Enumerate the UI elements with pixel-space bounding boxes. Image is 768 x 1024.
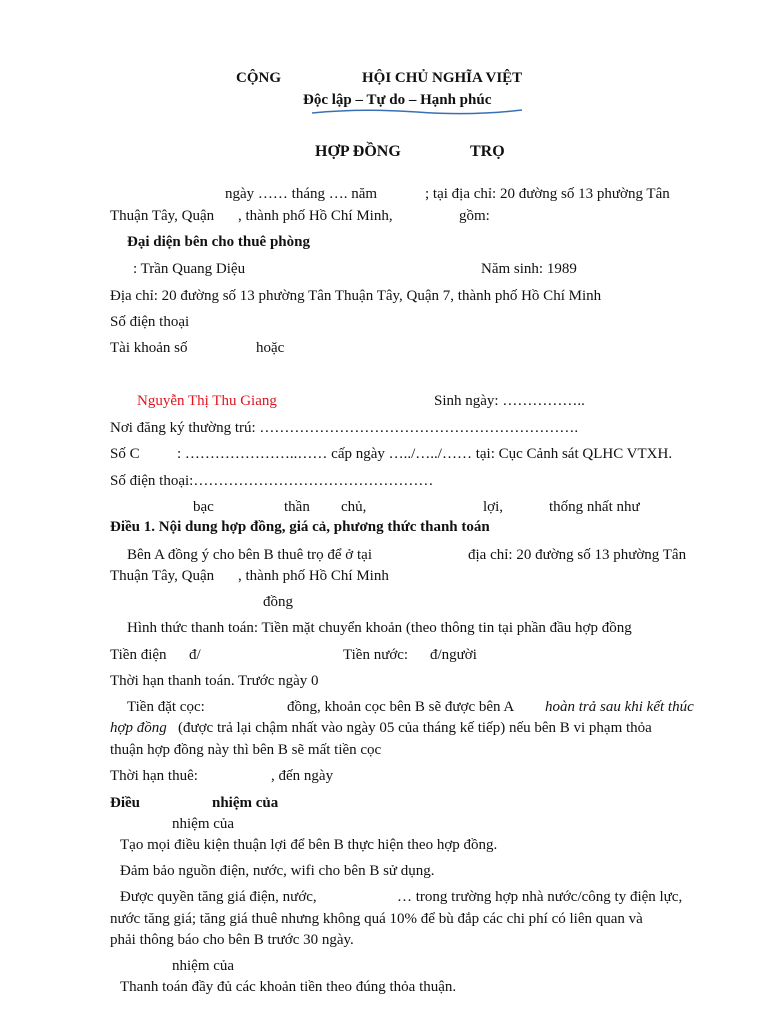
article2-sub-b: nhiệm của (172, 958, 235, 974)
title-part1: HỢP ĐỒNG (315, 143, 401, 160)
article2-a2: Đảm bảo nguồn điện, nước, wifi cho bên B sử dụng. (120, 863, 435, 879)
intro-date: ngày …… tháng …. năm (225, 186, 378, 202)
article1-deposit-a: Tiền đặt cọc: (127, 699, 205, 715)
article1-deposit-c: hoàn trả sau khi kết thúc (545, 699, 694, 715)
party-a-or: hoặc (256, 340, 285, 356)
party-a-name: : Trần Quang Diệu (133, 261, 246, 277)
article1-p1-e: đồng (263, 594, 293, 610)
intro-city: , thành phố Hồ Chí Minh, (238, 208, 393, 224)
article2-sub-a: nhiệm của (172, 816, 235, 832)
article1-term-a: Thời hạn thuê: (110, 768, 198, 784)
article2-a3-c: nước tăng giá; tăng giá thuê nhưng không quá 10% để bù đắp các chi phí có liên quan và (110, 911, 643, 927)
party-a-address: Địa chỉ: 20 đường số 13 phường Tân Thuận Tây, Quận 7, thành phố Hồ Chí Minh (110, 288, 602, 304)
intro-including: gồm: (459, 208, 490, 224)
agreement-w2: thần (284, 499, 310, 515)
article2-a3-a: Được quyền tăng giá điện, nước, (120, 889, 317, 905)
article1-deposit-f: thuận hợp đồng này thì bên B sẽ mất tiền cọc (110, 742, 382, 758)
party-b-id-label: Số C (110, 446, 140, 462)
article1-deposit-e: (được trả lại chậm nhất vào ngày 05 của tháng kế tiếp) nếu bên B vi phạm thỏa (178, 720, 652, 736)
party-b-id-details: : …………………..…… cấp ngày …../…../…… tại: Cục Cảnh sát QLHC VTXH. (177, 446, 673, 462)
party-b-name: Nguyễn Thị Thu Giang (137, 393, 277, 409)
article1-p1-a: Bên A đồng ý cho bên B thuê trọ để ở tại (127, 547, 372, 563)
title-part2: TRỌ (470, 143, 505, 160)
agreement-w5: thống nhất như (549, 499, 640, 515)
agreement-w3: chủ, (341, 499, 367, 515)
agreement-w4: lợi, (483, 499, 504, 515)
article1-deadline: Thời hạn thanh toán. Trước ngày 0 (110, 673, 319, 689)
party-a-heading: Đại diện bên cho thuê phòng (127, 234, 310, 250)
agreement-w1: bạc (193, 499, 214, 515)
article1-term-b: , đến ngày (271, 768, 334, 784)
article1-heading: Điều 1. Nội dung hợp đồng, giá cả, phương thức thanh toán (110, 519, 490, 535)
article1-deposit-d: hợp đồng (110, 720, 167, 736)
header-motto: Độc lập – Tự do – Hạnh phúc (303, 92, 492, 108)
article1-deposit-b: đồng, khoản cọc bên B sẽ được bên A (287, 699, 515, 715)
party-a-account: Tài khoản số (110, 340, 188, 356)
article2-heading-b: nhiệm của (212, 795, 279, 811)
article1-electric: Tiền điện (110, 647, 167, 663)
intro-address: ; tại địa chỉ: 20 đường số 13 phường Tân (425, 186, 670, 202)
article1-p1-d: , thành phố Hồ Chí Minh (238, 568, 389, 584)
party-b-birth: Sinh ngày: …………….. (434, 393, 585, 409)
party-b-residence: Nơi đăng ký thường trú: ………………………………………………………. (110, 420, 579, 436)
article1-p1-c: Thuận Tây, Quận (110, 568, 215, 584)
party-a-phone: Số điện thoại (110, 314, 190, 330)
intro-district: Thuận Tây, Quận (110, 208, 215, 224)
party-b-phone: Số điện thoại:………………………………………… (110, 473, 434, 489)
article1-p1-b: địa chỉ: 20 đường số 13 phường Tân (468, 547, 687, 563)
motto-underline (312, 108, 522, 116)
article2-a1: Tạo mọi điều kiện thuận lợi để bên B thực hiện theo hợp đồng. (120, 837, 498, 853)
article2-heading-a: Điều (110, 795, 140, 811)
article1-electric-unit: đ/ (189, 647, 201, 663)
article2-a3-d: phải thông báo cho bên B trước 30 ngày. (110, 932, 354, 948)
article2-b1: Thanh toán đầy đủ các khoản tiền theo đúng thỏa thuận. (120, 979, 457, 995)
article1-water: Tiền nước: (343, 647, 409, 663)
party-a-birth: Năm sinh: 1989 (481, 261, 577, 277)
article1-payment: Hình thức thanh toán: Tiền mặt chuyển khoản (theo thông tin tại phần đầu hợp đồng (127, 620, 632, 636)
header-cong: CỘNG (236, 70, 281, 86)
article2-a3-b: … trong trường hợp nhà nước/công ty điện lực, (397, 889, 683, 905)
header-socialist: HỘI CHỦ NGHĨA VIỆT (362, 70, 523, 86)
article1-water-unit: đ/người (430, 647, 477, 663)
